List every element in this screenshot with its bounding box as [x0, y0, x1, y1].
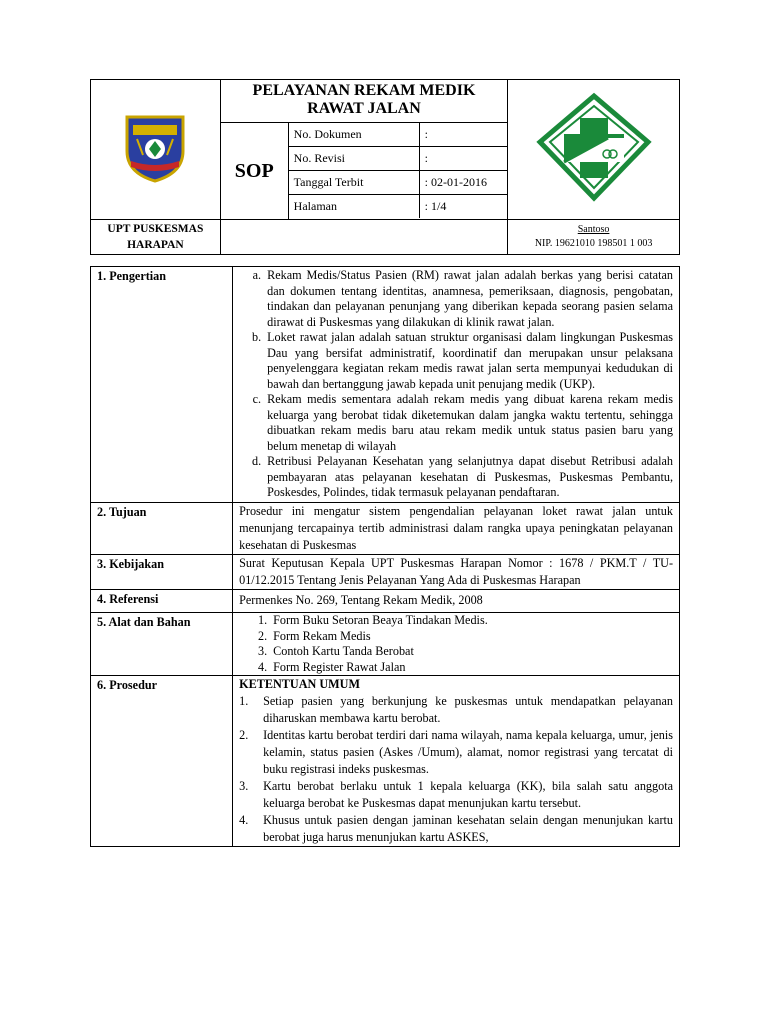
signer-name: Santoso: [577, 224, 610, 235]
meta-value-halaman: : 1/4: [419, 195, 507, 219]
list-marker: 2.: [257, 628, 268, 643]
list-text: Form Rekam Medis: [273, 628, 371, 643]
list-item: [239, 660, 673, 676]
signature-cell: [508, 220, 680, 255]
list-text: Form Register Rawat Jalan: [273, 659, 406, 674]
organization-line1: UPT PUSKESMAS: [107, 223, 204, 235]
meta-value-tanggal-terbit: : 02-01-2016: [419, 171, 507, 195]
puskesmas-logo: [534, 92, 654, 202]
section-label-referensi: 4. Referensi: [91, 589, 233, 613]
list-item: [239, 727, 673, 778]
list-marker: a.: [252, 268, 262, 282]
list-item: [239, 268, 673, 330]
meta-label-tanggal-terbit: Tanggal Terbit: [289, 171, 420, 195]
list-item: [239, 613, 673, 629]
section-content-pengertian: [233, 267, 680, 503]
meta-label-no-revisi: No. Revisi: [289, 147, 420, 171]
list-marker: 2.: [239, 728, 249, 742]
list-text: Rekam medis sementara adalah rekam medis yang dibuat karena rekam medis keluarga yang berobat tidak diketemukan dalam jangka waktu tertentu, sehingga dibuatkan rekam medis baru atau rekam medik untuk status pasien baru yang belum menetap di wilayah: [267, 392, 673, 453]
list-text: Form Buku Setoran Beaya Tindakan Medis.: [273, 613, 488, 627]
list-text: Khusus untuk pasien dengan jaminan kesehatan selain dengan menunjukan kartu berobat juga harus menunjukan kartu ASKES,: [263, 813, 673, 844]
meta-value-no-revisi: :: [419, 147, 507, 171]
section-content-prosedur: [233, 676, 680, 847]
list-marker: 1.: [257, 613, 268, 627]
organization-line2: HARAPAN: [127, 239, 184, 251]
list-marker: 3.: [239, 779, 249, 793]
list-marker: d.: [251, 454, 262, 468]
section-content-tujuan: Prosedur ini mengatur sistem pengendalian pelayanan loket rawat jalan untuk menunjang tercapainya tertib administrasi dalam rangka upaya peningkatan pelayanan kesehatan di Puskesmas: [233, 502, 680, 554]
puskesmas-logo-cell: [508, 80, 680, 220]
list-text: Loket rawat jalan adalah satuan struktur organisasi dalam lingkungan Puskesmas Dau yang bersifat administratif, koordinatif dan merupakan unsur pelaksana penyelenggara kegiatan rekam medis rawat jalan serta mempunyai kedudukan di bawah dan bertanggung jawab kepada unit penujang medik (UKP).: [267, 330, 673, 391]
list-item: [239, 644, 673, 660]
list-text: Retribusi Pelayanan Kesehatan yang selanjutnya dapat disebut Retribusi adalah pembayaran atas pelayanan kesehatan di Puskesmas, Puskesmas Pembantu, Poskesdes, Polindes, tidak termasuk pelayanan pendaftaran.: [267, 454, 673, 499]
section-label-pengertian: 1. Pengertian: [91, 267, 233, 503]
meta-value-no-dokumen: :: [419, 123, 507, 147]
list-marker: 4.: [257, 659, 268, 674]
meta-label-no-dokumen: No. Dokumen: [289, 123, 420, 147]
list-text: Contoh Kartu Tanda Berobat: [273, 644, 414, 658]
sop-body: [90, 266, 680, 847]
organization-cell: [91, 220, 221, 255]
list-item: [239, 454, 673, 501]
sop-label: SOP: [220, 123, 288, 220]
section-content-kebijakan: Surat Keputusan Kepala UPT Puskesmas Harapan Nomor : 1678 / PKM.T / TU-01/12.2015 Tentang Jenis Pelayanan Yang Ada di Puskesmas Harapan: [233, 554, 680, 589]
prosedur-heading: KETENTUAN UMUM: [239, 677, 360, 691]
section-content-referensi: Permenkes No. 269, Tentang Rekam Medik, 2008: [233, 589, 680, 613]
blank-cell: [220, 220, 507, 255]
sop-header: [90, 79, 680, 255]
regency-logo: [123, 111, 187, 183]
list-item: [239, 629, 673, 645]
list-marker: 4.: [239, 813, 249, 827]
list-item: [239, 778, 673, 812]
list-marker: 3.: [257, 644, 268, 658]
section-label-alat-bahan: 5. Alat dan Bahan: [91, 613, 233, 676]
document-meta-cell: [288, 123, 507, 220]
meta-label-halaman: Halaman: [289, 195, 420, 219]
list-item: [239, 392, 673, 454]
list-text: Identitas kartu berobat terdiri dari nama wilayah, nama kepala keluarga, umur, jenis kelamin, status pasien (Askes /Umum), alamat, nomor registrasi yang tercatat di buku registrasi indeks puskesmas.: [263, 728, 673, 776]
list-marker: b.: [251, 330, 262, 344]
list-item: [239, 812, 673, 846]
section-label-kebijakan: 3. Kebijakan: [91, 554, 233, 589]
section-content-alat-bahan: [233, 613, 680, 676]
list-marker: 1.: [239, 694, 249, 708]
list-marker: c.: [252, 392, 262, 406]
document-title-line2: RAWAT JALAN: [307, 100, 421, 117]
list-text: Kartu berobat berlaku untuk 1 kepala keluarga (KK), bila salah satu anggota keluarga berobat ke Puskesmas dapat menunjukan kartu tersebut.: [263, 779, 673, 810]
document-title-cell: [220, 80, 507, 123]
section-label-prosedur: 6. Prosedur: [91, 676, 233, 847]
list-item: [239, 693, 673, 727]
regency-logo-cell: [91, 80, 221, 220]
document-meta: [289, 123, 507, 218]
list-item: [239, 330, 673, 392]
signer-nip: NIP. 19621010 198501 1 003: [534, 238, 653, 249]
list-text: Setiap pasien yang berkunjung ke puskesmas untuk mendapatkan pelayanan diharuskan membawa kartu berobat.: [263, 694, 673, 725]
document-title-line1: PELAYANAN REKAM MEDIK: [252, 82, 476, 99]
section-label-tujuan: 2. Tujuan: [91, 502, 233, 554]
list-text: Rekam Medis/Status Pasien (RM) rawat jalan adalah berkas yang berisi catatan dan dokumen tentang identitas, anamnesa, pemeriksaan, diagnosis, pengobatan, tindakan dan pelayanan penunjang yang diberikan kepada seorang pasien selama dirawat di Puskesmas yang dilakukan di klinik rawat jalan.: [267, 268, 673, 329]
